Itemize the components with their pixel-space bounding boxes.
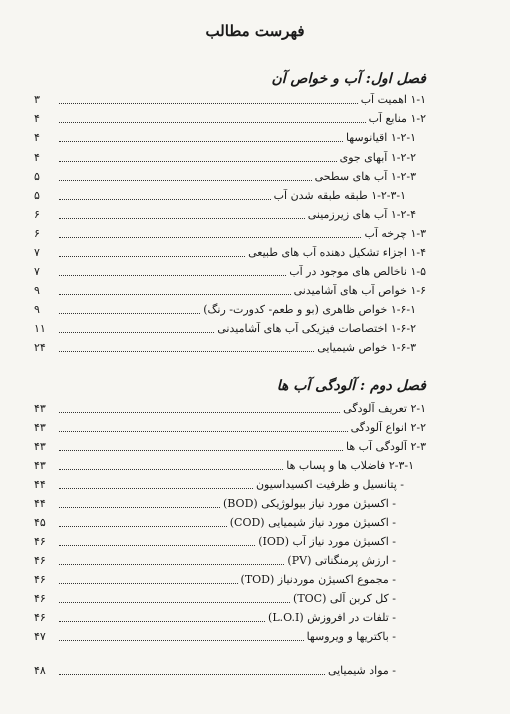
dot-leader <box>59 621 265 622</box>
dot-leader <box>59 469 283 470</box>
toc-entry <box>34 223 426 241</box>
dot-leader <box>59 674 325 675</box>
dot-leader <box>59 141 343 142</box>
toc-entry-page-number: ۶ <box>34 227 40 240</box>
toc-entry <box>34 417 426 435</box>
toc-entry <box>34 455 426 473</box>
dot-leader <box>59 602 290 603</box>
dot-leader <box>59 564 284 565</box>
toc-entry-page-number: ۴۶ <box>34 611 46 624</box>
toc-entry <box>34 569 426 587</box>
dot-leader <box>59 507 220 508</box>
chapter-1-heading: فصل اول: آب و خواص آن <box>271 71 426 87</box>
toc-entry-label: ۱-۲-۳-۱ طبقه طبقه شدن آب <box>273 189 406 202</box>
toc-entry-label: - پتانسیل و ظرفیت اکسیداسیون <box>255 478 404 491</box>
toc-entry-page-number: ۴۶ <box>34 554 46 567</box>
toc-entry-page-number: ۴۶ <box>34 592 46 605</box>
dot-leader <box>59 640 304 641</box>
toc-entry-page-number: ۲۴ <box>34 341 46 354</box>
toc-entry-label: ۱-۶ خواص آب های آشامیدنی <box>293 284 426 297</box>
toc-entry-page-number: ۴ <box>34 151 40 164</box>
toc-entry-page-number: ۷ <box>34 265 40 278</box>
toc-entry <box>34 185 426 203</box>
toc-entry-page-number: ۱۱ <box>34 322 46 335</box>
toc-entry-label: ۲-۲ انواع آلودگی <box>350 421 426 434</box>
dot-leader <box>59 351 314 352</box>
toc-entry <box>34 204 426 222</box>
toc-entry-page-number: ۶ <box>34 208 40 221</box>
toc-entry <box>34 607 426 625</box>
dot-leader <box>59 180 312 181</box>
toc-entry <box>34 436 426 454</box>
dot-leader <box>59 545 255 546</box>
dot-leader <box>59 218 305 219</box>
dot-leader <box>59 332 214 333</box>
toc-entry-label: ۱-۴ اجزاء تشکیل دهنده آب های طبیعی <box>248 246 426 259</box>
toc-entry-page-number: ۴۶ <box>34 535 46 548</box>
toc-entry-label: ۱-۲-۱ اقیانوسها <box>345 131 416 144</box>
toc-entry <box>34 337 426 355</box>
toc-entry <box>34 588 426 606</box>
toc-entry-page-number: ۴ <box>34 112 40 125</box>
toc-entry <box>34 242 426 260</box>
dot-leader <box>59 294 291 295</box>
toc-entry <box>34 512 426 530</box>
page-title: فهرست مطالب <box>205 22 305 40</box>
toc-entry-label: ۱-۲-۳ آب های سطحی <box>314 170 416 183</box>
toc-entry-label: - ارزش پرمنگناتی (PV) <box>287 554 396 567</box>
toc-entry-page-number: ۴۷ <box>34 630 46 643</box>
toc-entry-page-number: ۴۳ <box>34 421 46 434</box>
toc-entry <box>34 261 426 279</box>
toc-entry <box>34 299 426 317</box>
toc-entry-page-number: ۴۸ <box>34 664 46 677</box>
toc-entry-label: - کل کربن آلی (TOC) <box>293 592 396 605</box>
toc-entry-label: ۱-۶-۳ خواص شیمیایی <box>317 341 416 354</box>
toc-entry <box>34 474 426 492</box>
toc-entry-label: - باکتریها و ویروسها <box>306 630 396 643</box>
toc-entry <box>34 550 426 568</box>
dot-leader <box>59 237 361 238</box>
toc-entry-label: ۱-۶-۱ خواص ظاهری (بو و طعم- کدورت- رنگ) <box>203 303 416 316</box>
toc-entry <box>34 280 426 298</box>
dot-leader <box>59 488 253 489</box>
toc-entry-page-number: ۴۳ <box>34 440 46 453</box>
dot-leader <box>59 431 348 432</box>
toc-entry <box>34 531 426 549</box>
toc-entry-label: ۱-۶-۲ اختصاصات فیزیکی آب های آشامیدنی <box>217 322 416 335</box>
toc-entry-label: ۱-۱ اهمیت آب <box>360 93 426 106</box>
toc-entry <box>34 398 426 416</box>
toc-entry-label: - تلفات در افروزش (L.O.I) <box>268 611 396 624</box>
dot-leader <box>59 161 337 162</box>
toc-entry <box>34 166 426 184</box>
toc-entry-page-number: ۴۴ <box>34 478 46 491</box>
toc-entry <box>34 127 426 145</box>
toc-entry-page-number: ۴۳ <box>34 402 46 415</box>
toc-entry-page-number: ۴۵ <box>34 516 46 529</box>
dot-leader <box>59 122 366 123</box>
toc-entry-label: ۱-۳ چرخه آب <box>364 227 426 240</box>
toc-entry-page-number: ۹ <box>34 303 40 316</box>
toc-entry-label: ۱-۵ ناخالص های موجود در آب <box>289 265 426 278</box>
chapter-2-heading: فصل دوم : آلودگی آب ها <box>276 378 426 394</box>
toc-entry-page-number: ۴۴ <box>34 497 46 510</box>
dot-leader <box>59 313 200 314</box>
toc-entry <box>34 108 426 126</box>
toc-entry-page-number: ۷ <box>34 246 40 259</box>
dot-leader <box>59 275 286 276</box>
toc-entry <box>34 626 426 644</box>
toc-entry-label: - اکسیژن مورد نیاز آب (IOD) <box>258 535 396 548</box>
toc-entry-label: ۲-۱ تعریف آلودگی <box>343 402 426 415</box>
toc-entry-label: ۱-۲ منابع آب <box>368 112 426 125</box>
dot-leader <box>59 450 343 451</box>
toc-entry-label: ۲-۳ آلودگی آب ها <box>346 440 426 453</box>
toc-entry <box>34 660 426 678</box>
toc-entry <box>34 89 426 107</box>
toc-entry-label: - مواد شیمیایی <box>327 664 396 677</box>
dot-leader <box>59 412 340 413</box>
toc-entry-page-number: ۳ <box>34 93 40 106</box>
toc-entry-page-number: ۹ <box>34 284 40 297</box>
toc-entry-label: ۱-۲-۴ آب های زیرزمینی <box>307 208 416 221</box>
toc-entry-label: - اکسیژن مورد نیاز شیمیایی (COD) <box>229 516 396 529</box>
toc-entry-label: - مجموع اکسیژن موردنیاز (TOD) <box>240 573 396 586</box>
toc-entry-page-number: ۴ <box>34 131 40 144</box>
dot-leader <box>59 583 238 584</box>
dot-leader <box>59 526 227 527</box>
dot-leader <box>59 103 358 104</box>
dot-leader <box>59 199 271 200</box>
toc-entry <box>34 318 426 336</box>
toc-entry-page-number: ۵ <box>34 170 40 183</box>
toc-entry <box>34 493 426 511</box>
dot-leader <box>59 256 245 257</box>
toc-entry-page-number: ۴۳ <box>34 459 46 472</box>
toc-entry-label: - اکسیژن مورد نیاز بیولوژیکی (BOD) <box>222 497 396 510</box>
toc-entry-page-number: ۵ <box>34 189 40 202</box>
toc-entry <box>34 147 426 165</box>
toc-entry-label: ۲-۳-۱ فاضلاب ها و پساب ها <box>286 459 414 472</box>
toc-entry-label: ۱-۲-۲ آبهای جوی <box>339 151 416 164</box>
toc-entry-page-number: ۴۶ <box>34 573 46 586</box>
